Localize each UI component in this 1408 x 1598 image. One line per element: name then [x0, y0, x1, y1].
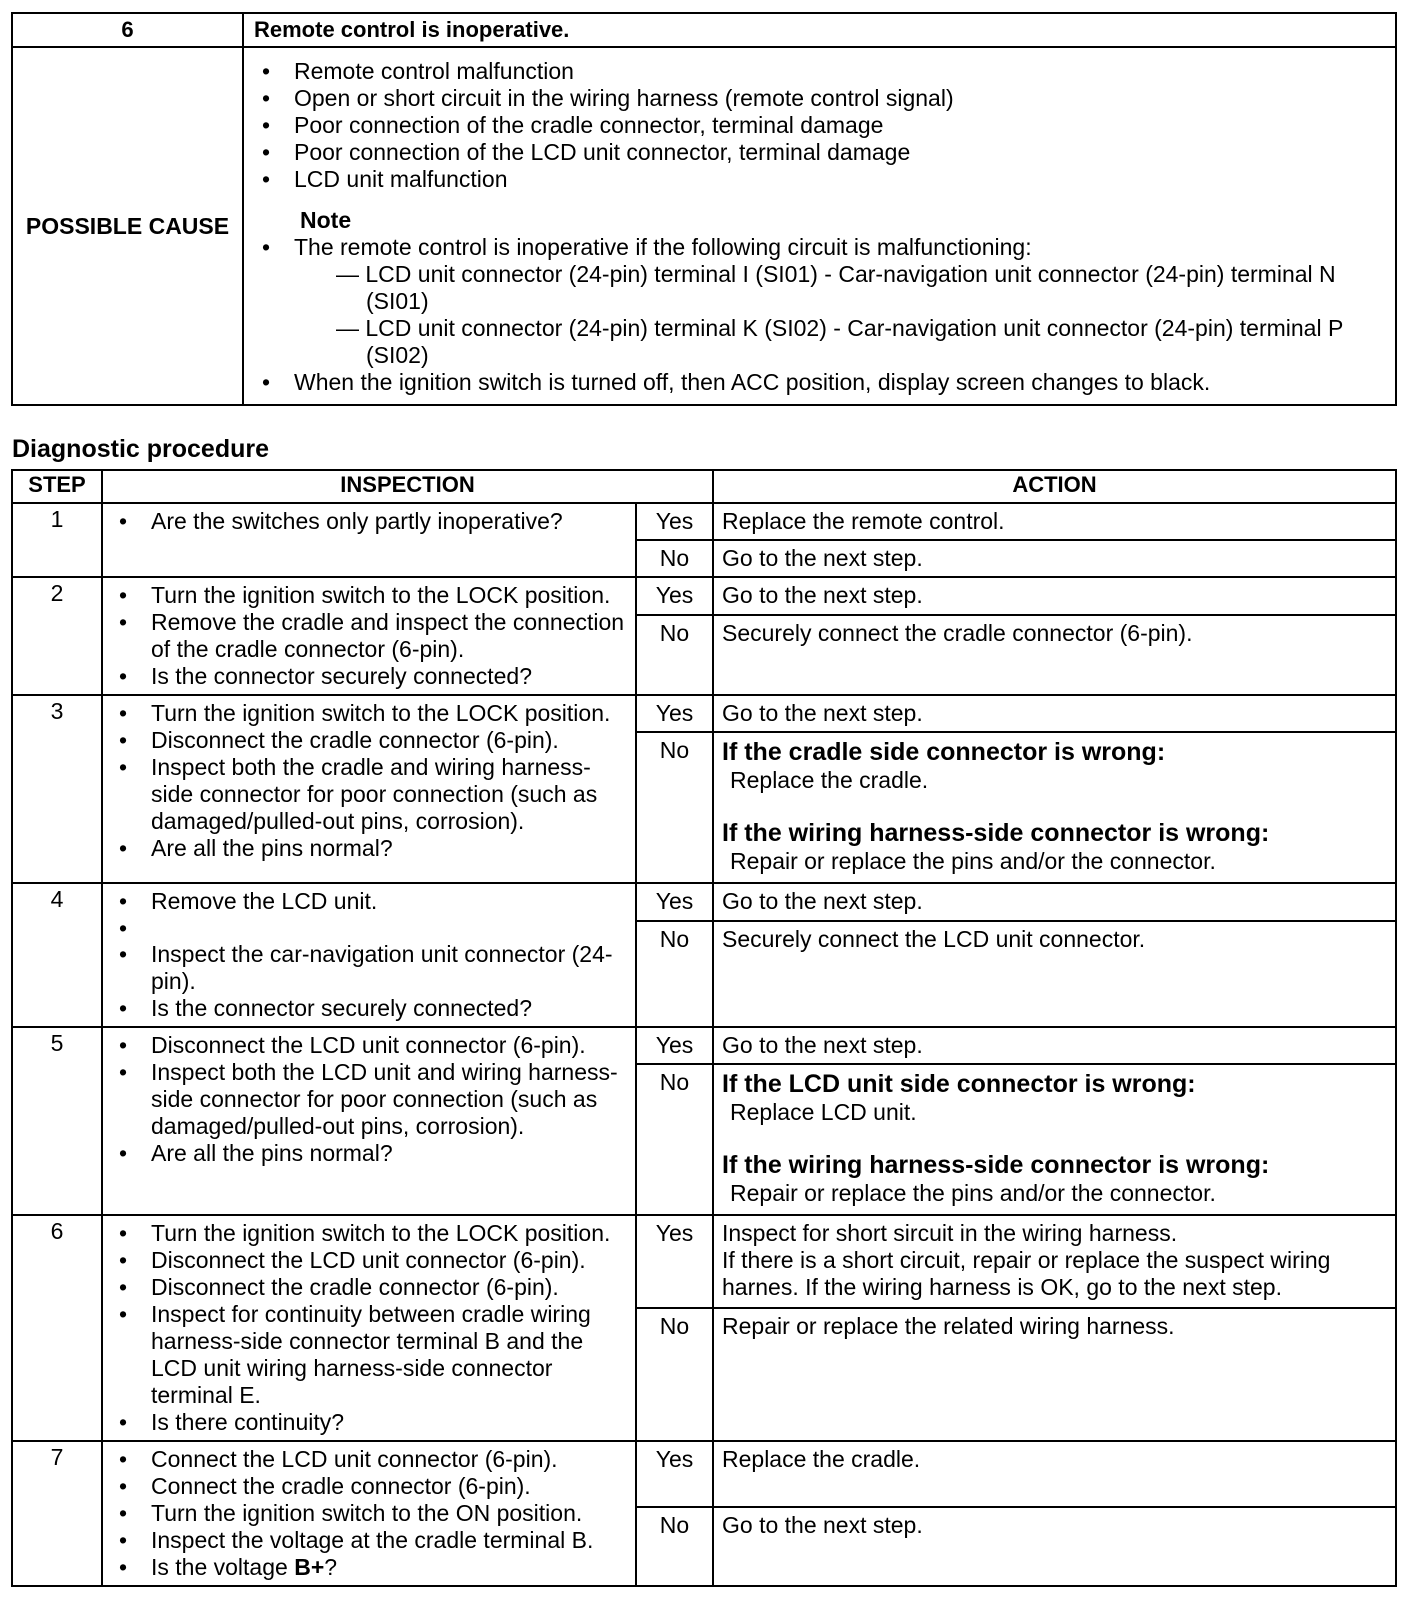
cause-item: • Poor connection of the LCD unit connector, terminal damage [258, 139, 1387, 166]
yes-label: Yes [636, 1215, 713, 1308]
no-condition-action: Replace the cradle. [730, 767, 929, 793]
step-2-yes-row [12, 577, 1396, 615]
no-condition-action: Replace LCD unit. [730, 1099, 917, 1125]
cause-item: • LCD unit malfunction [258, 166, 1387, 193]
inspection-item: • Connect the LCD unit connector (6-pin). [115, 1446, 631, 1473]
inspection-item: • Inspect both the cradle and wiring harness-side connector for poor connection (such as damaged/pulled-out pins, corrosion). [115, 754, 631, 835]
yes-label: Yes [636, 1441, 713, 1507]
no-condition-heading: If the cradle side connector is wrong: [722, 738, 1166, 766]
no-action: Go to the next step. [713, 1507, 1396, 1586]
step-4-yes-row [12, 883, 1396, 921]
voltage-question-prefix: Is the voltage [151, 1554, 295, 1580]
inspection-item: • Turn the ignition switch to the ON position. [115, 1500, 631, 1527]
inspection-item: • Disconnect the LCD unit connector (6-pin). [115, 1247, 631, 1274]
step-inspection [102, 1027, 636, 1215]
diagnostic-procedure-title: Diagnostic procedure [12, 435, 269, 463]
no-action: Securely connect the cradle connector (6-pin). [713, 615, 1396, 695]
yes-action-line: Inspect for short sircuit in the wiring harness. [722, 1220, 1178, 1246]
yes-label: Yes [636, 577, 713, 615]
no-condition-heading: If the wiring harness-side connector is wrong: [722, 819, 1270, 847]
no-action: Repair or replace the related wiring harness. [713, 1308, 1396, 1441]
possible-cause-body [243, 47, 1396, 405]
no-condition-action: Repair or replace the pins and/or the connector. [730, 1180, 1216, 1206]
inspection-item: • Disconnect the cradle connector (6-pin). [115, 1274, 631, 1301]
inspection-item: • Is there continuity? [115, 1409, 631, 1436]
step-5-yes-row [12, 1027, 1396, 1064]
inspection-item: • Inspect the car-navigation unit connector (24-pin). [115, 941, 631, 995]
yes-action: Go to the next step. [713, 695, 1396, 732]
inspection-header: INSPECTION [102, 470, 713, 503]
action-header: ACTION [713, 470, 1396, 503]
no-label: No [636, 615, 713, 695]
inspection-item: • Is the connector securely connected? [115, 995, 631, 1022]
diagnostic-header-row [12, 470, 1396, 503]
voltage-value: B+ [294, 1554, 325, 1580]
inspection-item: • Turn the ignition switch to the LOCK position. [115, 1220, 631, 1247]
no-label: No [636, 1507, 713, 1586]
yes-action: Replace the cradle. [713, 1441, 1396, 1507]
inspection-item: • Are all the pins normal? [115, 1140, 631, 1167]
step-number: 2 [12, 577, 102, 695]
step-number: 1 [12, 503, 102, 577]
yes-action-line: If there is a short circuit, repair or replace the suspect wiring harnes. If the wiring harness is OK, go to the next step. [722, 1247, 1331, 1300]
no-label: No [636, 1308, 713, 1441]
step-inspection [102, 1215, 636, 1441]
no-action: Go to the next step. [713, 540, 1396, 577]
step-inspection [102, 1441, 636, 1586]
inspection-item: • Inspect both the LCD unit and wiring harness-side connector for poor connection (such as damaged/pulled-out pins, corrosion). [115, 1059, 631, 1140]
step-number: 6 [12, 1215, 102, 1441]
no-condition-heading: If the wiring harness-side connector is wrong: [722, 1151, 1270, 1179]
cause-table [11, 12, 1397, 406]
inspection-item: • Remove the cradle and inspect the connection of the cradle connector (6-pin). [115, 609, 631, 663]
inspection-item: • Connect the cradle connector (6-pin). [115, 1473, 631, 1500]
step-3-yes-row [12, 695, 1396, 732]
no-label: No [636, 732, 713, 883]
yes-label: Yes [636, 883, 713, 921]
cause-item: • Remote control malfunction [258, 58, 1387, 85]
yes-action: Replace the remote control. [713, 503, 1396, 540]
diagnostic-table [11, 469, 1397, 1587]
inspection-item: • Are all the pins normal? [115, 835, 631, 862]
inspection-item: • Is the connector securely connected? [115, 663, 631, 690]
cause-item: • Poor connection of the cradle connector, terminal damage [258, 112, 1387, 139]
note-list [258, 234, 1387, 396]
no-label: No [636, 921, 713, 1027]
inspection-item [115, 1554, 631, 1581]
inspection-item: • Inspect the voltage at the cradle terminal B. [115, 1527, 631, 1554]
note-intro: • The remote control is inoperative if the following circuit is malfunctioning: [294, 234, 1032, 260]
no-condition-heading: If the LCD unit side connector is wrong: [722, 1070, 1196, 1098]
no-label: No [636, 540, 713, 577]
no-label: No [636, 1064, 713, 1215]
inspection-item: • Are the switches only partly inoperative? [115, 508, 631, 535]
inspection-item: • Disconnect the LCD unit connector (6-pin). [115, 1032, 631, 1059]
step-1-yes-row [12, 503, 1396, 540]
note-circuit: — LCD unit connector (24-pin) terminal K (SI02) - Car-navigation unit connector (24-pin) terminal P (SI02) [336, 315, 1343, 368]
note-title: Note [300, 207, 352, 233]
inspection-item: • Turn the ignition switch to the LOCK position. [115, 582, 631, 609]
step-number: 5 [12, 1027, 102, 1215]
no-condition-action: Repair or replace the pins and/or the connector. [730, 848, 1216, 874]
step-number: 3 [12, 695, 102, 883]
symptom-number: 6 [12, 13, 243, 47]
yes-label: Yes [636, 503, 713, 540]
no-action: Securely connect the LCD unit connector. [713, 921, 1396, 1027]
no-action [713, 732, 1396, 883]
note-circuit: — LCD unit connector (24-pin) terminal I (SI01) - Car-navigation unit connector (24-pin) terminal N (SI01) [336, 261, 1336, 314]
yes-action: Go to the next step. [713, 883, 1396, 921]
yes-label: Yes [636, 1027, 713, 1064]
no-action [713, 1064, 1396, 1215]
step-inspection [102, 577, 636, 695]
yes-action: Go to the next step. [713, 577, 1396, 615]
cause-list [258, 58, 1387, 193]
inspection-item: • Remove the LCD unit. [115, 888, 631, 915]
inspection-item: • Turn the ignition switch to the LOCK position. [115, 700, 631, 727]
step-number: 4 [12, 883, 102, 1027]
symptom-title: Remote control is inoperative. [243, 13, 1396, 47]
step-inspection [102, 695, 636, 883]
note-item [258, 234, 1387, 369]
step-6-yes-row [12, 1215, 1396, 1308]
inspection-item: • Inspect for continuity between cradle wiring harness-side connector terminal B and the LCD unit wiring harness-side connector terminal E. [115, 1301, 631, 1409]
yes-action: Go to the next step. [713, 1027, 1396, 1064]
note-item: • When the ignition switch is turned off, then ACC position, display screen changes to black. [258, 369, 1387, 396]
yes-action [713, 1215, 1396, 1308]
voltage-question-suffix: ? [324, 1554, 338, 1580]
inspection-item: • Disconnect the cradle connector (6-pin). [115, 727, 631, 754]
step-header: STEP [12, 470, 102, 503]
step-7-yes-row [12, 1441, 1396, 1507]
step-inspection [102, 503, 636, 577]
yes-label: Yes [636, 695, 713, 732]
step-number: 7 [12, 1441, 102, 1586]
cause-item: • Open or short circuit in the wiring harness (remote control signal) [258, 85, 1387, 112]
possible-cause-label: POSSIBLE CAUSE [12, 47, 243, 405]
step-inspection [102, 883, 636, 1027]
